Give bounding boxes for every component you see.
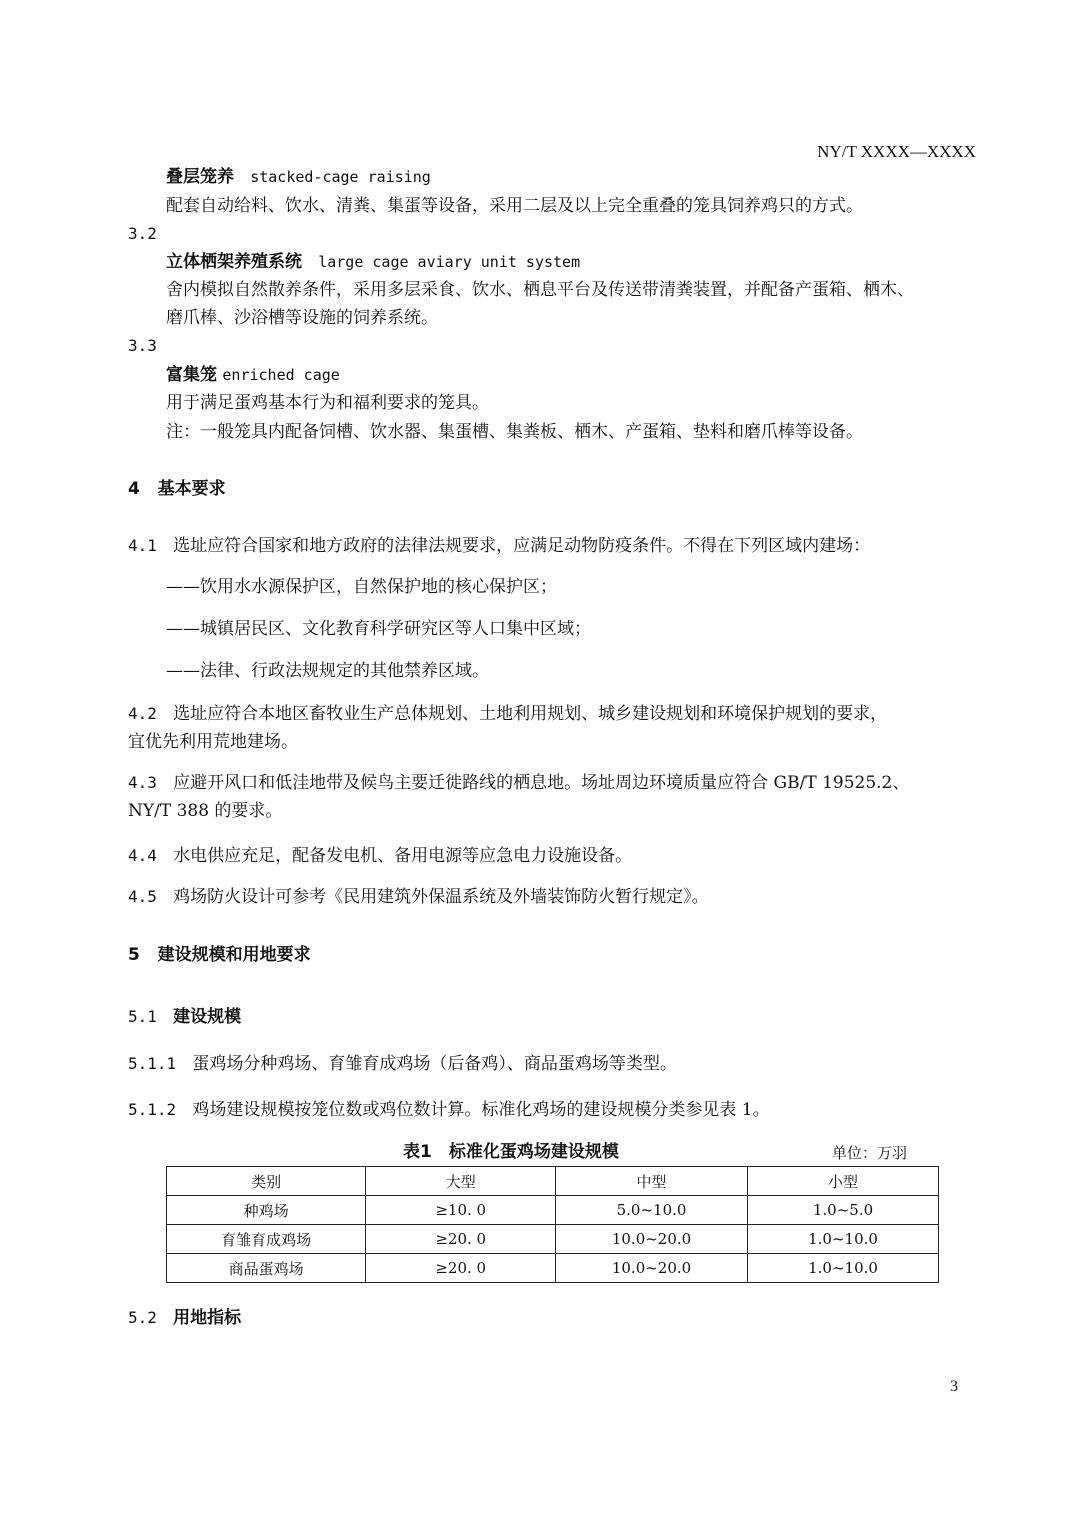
term-definition: 配套自动给料、饮水、清粪、集蛋等设备，采用二层及以上完全重叠的笼具饲养鸡只的方式。 (166, 196, 863, 216)
table-header-cell: 类别 (167, 1167, 366, 1196)
table-caption: 表1 标准化蛋鸡场建设规模 (403, 1142, 619, 1162)
list-item: ——饮用水水源保护区，自然保护地的核心保护区； (166, 577, 557, 597)
clause-text: 选址应符合国家和地方政府的法律法规要求，应满足动物防疫条件。不得在下列区域内建场： (173, 536, 871, 556)
clause-text: 应避开风口和低洼地带及候鸟主要迁徙路线的栖息地。场址周边环境质量应符合 GB/T 19525.2、 (173, 773, 910, 793)
clause-text: 鸡场建设规模按笼位数或鸡位数计算。标准化鸡场的建设规模分类参见表 1。 (192, 1100, 770, 1120)
clause-number: 3.3 (128, 336, 157, 355)
subsection-title: 建设规模 (173, 1007, 242, 1027)
table-cell: 商品蛋鸡场 (167, 1254, 366, 1283)
term-definition-cont: 磨爪棒、沙浴槽等设施的饲养系统。 (166, 308, 438, 328)
clause-number: 4.5 (128, 887, 157, 906)
table-cell: 1.0~10.0 (748, 1254, 939, 1283)
clause-4-1 (128, 535, 870, 557)
clause-text-cont: 宜优先利用荒地建场。 (128, 732, 298, 752)
term-stacked-cage (166, 166, 431, 188)
page-number: 3 (950, 1378, 958, 1395)
subsection-title: 用地指标 (173, 1308, 242, 1328)
term-cn: 立体栖架养殖系统 (166, 252, 302, 272)
clause-5-1-1 (128, 1053, 677, 1075)
table-header-row (167, 1167, 939, 1196)
term-definition: 舍内模拟自然散养条件，采用多层采食、饮水、栖息平台及传送带清粪装置，并配备产蛋箱、栖木、 (166, 280, 914, 300)
section-title: 基本要求 (157, 479, 226, 499)
table-header-cell: 小型 (748, 1167, 939, 1196)
table-cell: ≥10. 0 (366, 1196, 556, 1225)
clause-text: 选址应符合本地区畜牧业生产总体规划、土地利用规划、城乡建设规划和环境保护规划的要求， (173, 704, 888, 724)
table-row (167, 1225, 939, 1254)
clause-number: 4.4 (128, 846, 157, 865)
list-item: ——城镇居民区、文化教育科学研究区等人口集中区域； (166, 619, 591, 639)
clause-number: 4.2 (128, 704, 157, 723)
section-heading (128, 478, 226, 500)
clause-number: 4.3 (128, 773, 157, 792)
clause-text: 蛋鸡场分种鸡场、育雏育成鸡场（后备鸡）、商品蛋鸡场等类型。 (192, 1054, 677, 1074)
clause-5-1-2 (128, 1099, 770, 1121)
table-cell: 1.0~10.0 (748, 1225, 939, 1254)
table-header-cell: 大型 (366, 1167, 556, 1196)
clause-4-3 (128, 772, 909, 794)
scale-table (166, 1166, 939, 1283)
subsection-heading (128, 1307, 241, 1329)
subsection-heading (128, 1006, 241, 1028)
subsection-number: 5.2 (128, 1308, 157, 1327)
clause-number: 4.1 (128, 536, 157, 555)
table-cell: ≥20. 0 (366, 1254, 556, 1283)
term-definition: 用于满足蛋鸡基本行为和福利要求的笼具。 (166, 393, 489, 413)
clause-text: 鸡场防火设计可参考《民用建筑外保温系统及外墙装饰防火暂行规定》。 (173, 887, 709, 907)
list-item: ——法律、行政法规规定的其他禁养区域。 (166, 661, 489, 681)
table-row (167, 1254, 939, 1283)
clause-number: 3.2 (128, 224, 157, 243)
table-cell: 1.0~5.0 (748, 1196, 939, 1225)
section-heading (128, 944, 311, 966)
table-header-cell: 中型 (556, 1167, 748, 1196)
subsection-number: 5.1 (128, 1007, 157, 1026)
term-en: enriched cage (222, 366, 340, 384)
clause-text: 水电供应充足，配备发电机、备用电源等应急电力设施设备。 (173, 846, 633, 866)
clause-number: 5.1.1 (128, 1054, 177, 1073)
clause-text-cont: NY/T 388 的要求。 (128, 801, 283, 821)
table-cell: 育雏育成鸡场 (167, 1225, 366, 1254)
term-en: stacked-cage raising (250, 168, 431, 186)
clause-4-5 (128, 886, 709, 908)
term-en: large cage aviary unit system (318, 253, 581, 271)
table-cell: 种鸡场 (167, 1196, 366, 1225)
document-code: NY/T XXXX—XXXX (817, 142, 976, 161)
table-cell: 10.0~20.0 (556, 1254, 748, 1283)
table-cell: ≥20. 0 (366, 1225, 556, 1254)
table-cell: 10.0~20.0 (556, 1225, 748, 1254)
term-enriched-cage (166, 364, 340, 386)
clause-4-2 (128, 703, 887, 725)
clause-number: 5.1.2 (128, 1100, 177, 1119)
term-note: 注：一般笼具内配备饲槽、饮水器、集蛋槽、集粪板、栖木、产蛋箱、垫料和磨爪棒等设备。 (166, 422, 863, 442)
term-cn: 叠层笼养 (166, 167, 234, 187)
section-title: 建设规模和用地要求 (157, 945, 311, 965)
clause-4-4 (128, 845, 632, 867)
section-number: 4 (128, 479, 140, 499)
table-cell: 5.0~10.0 (556, 1196, 748, 1225)
term-cn: 富集笼 (166, 365, 217, 385)
table-row (167, 1196, 939, 1225)
term-aviary (166, 251, 580, 273)
section-number: 5 (128, 945, 140, 965)
table-unit: 单位：万羽 (832, 1144, 908, 1162)
